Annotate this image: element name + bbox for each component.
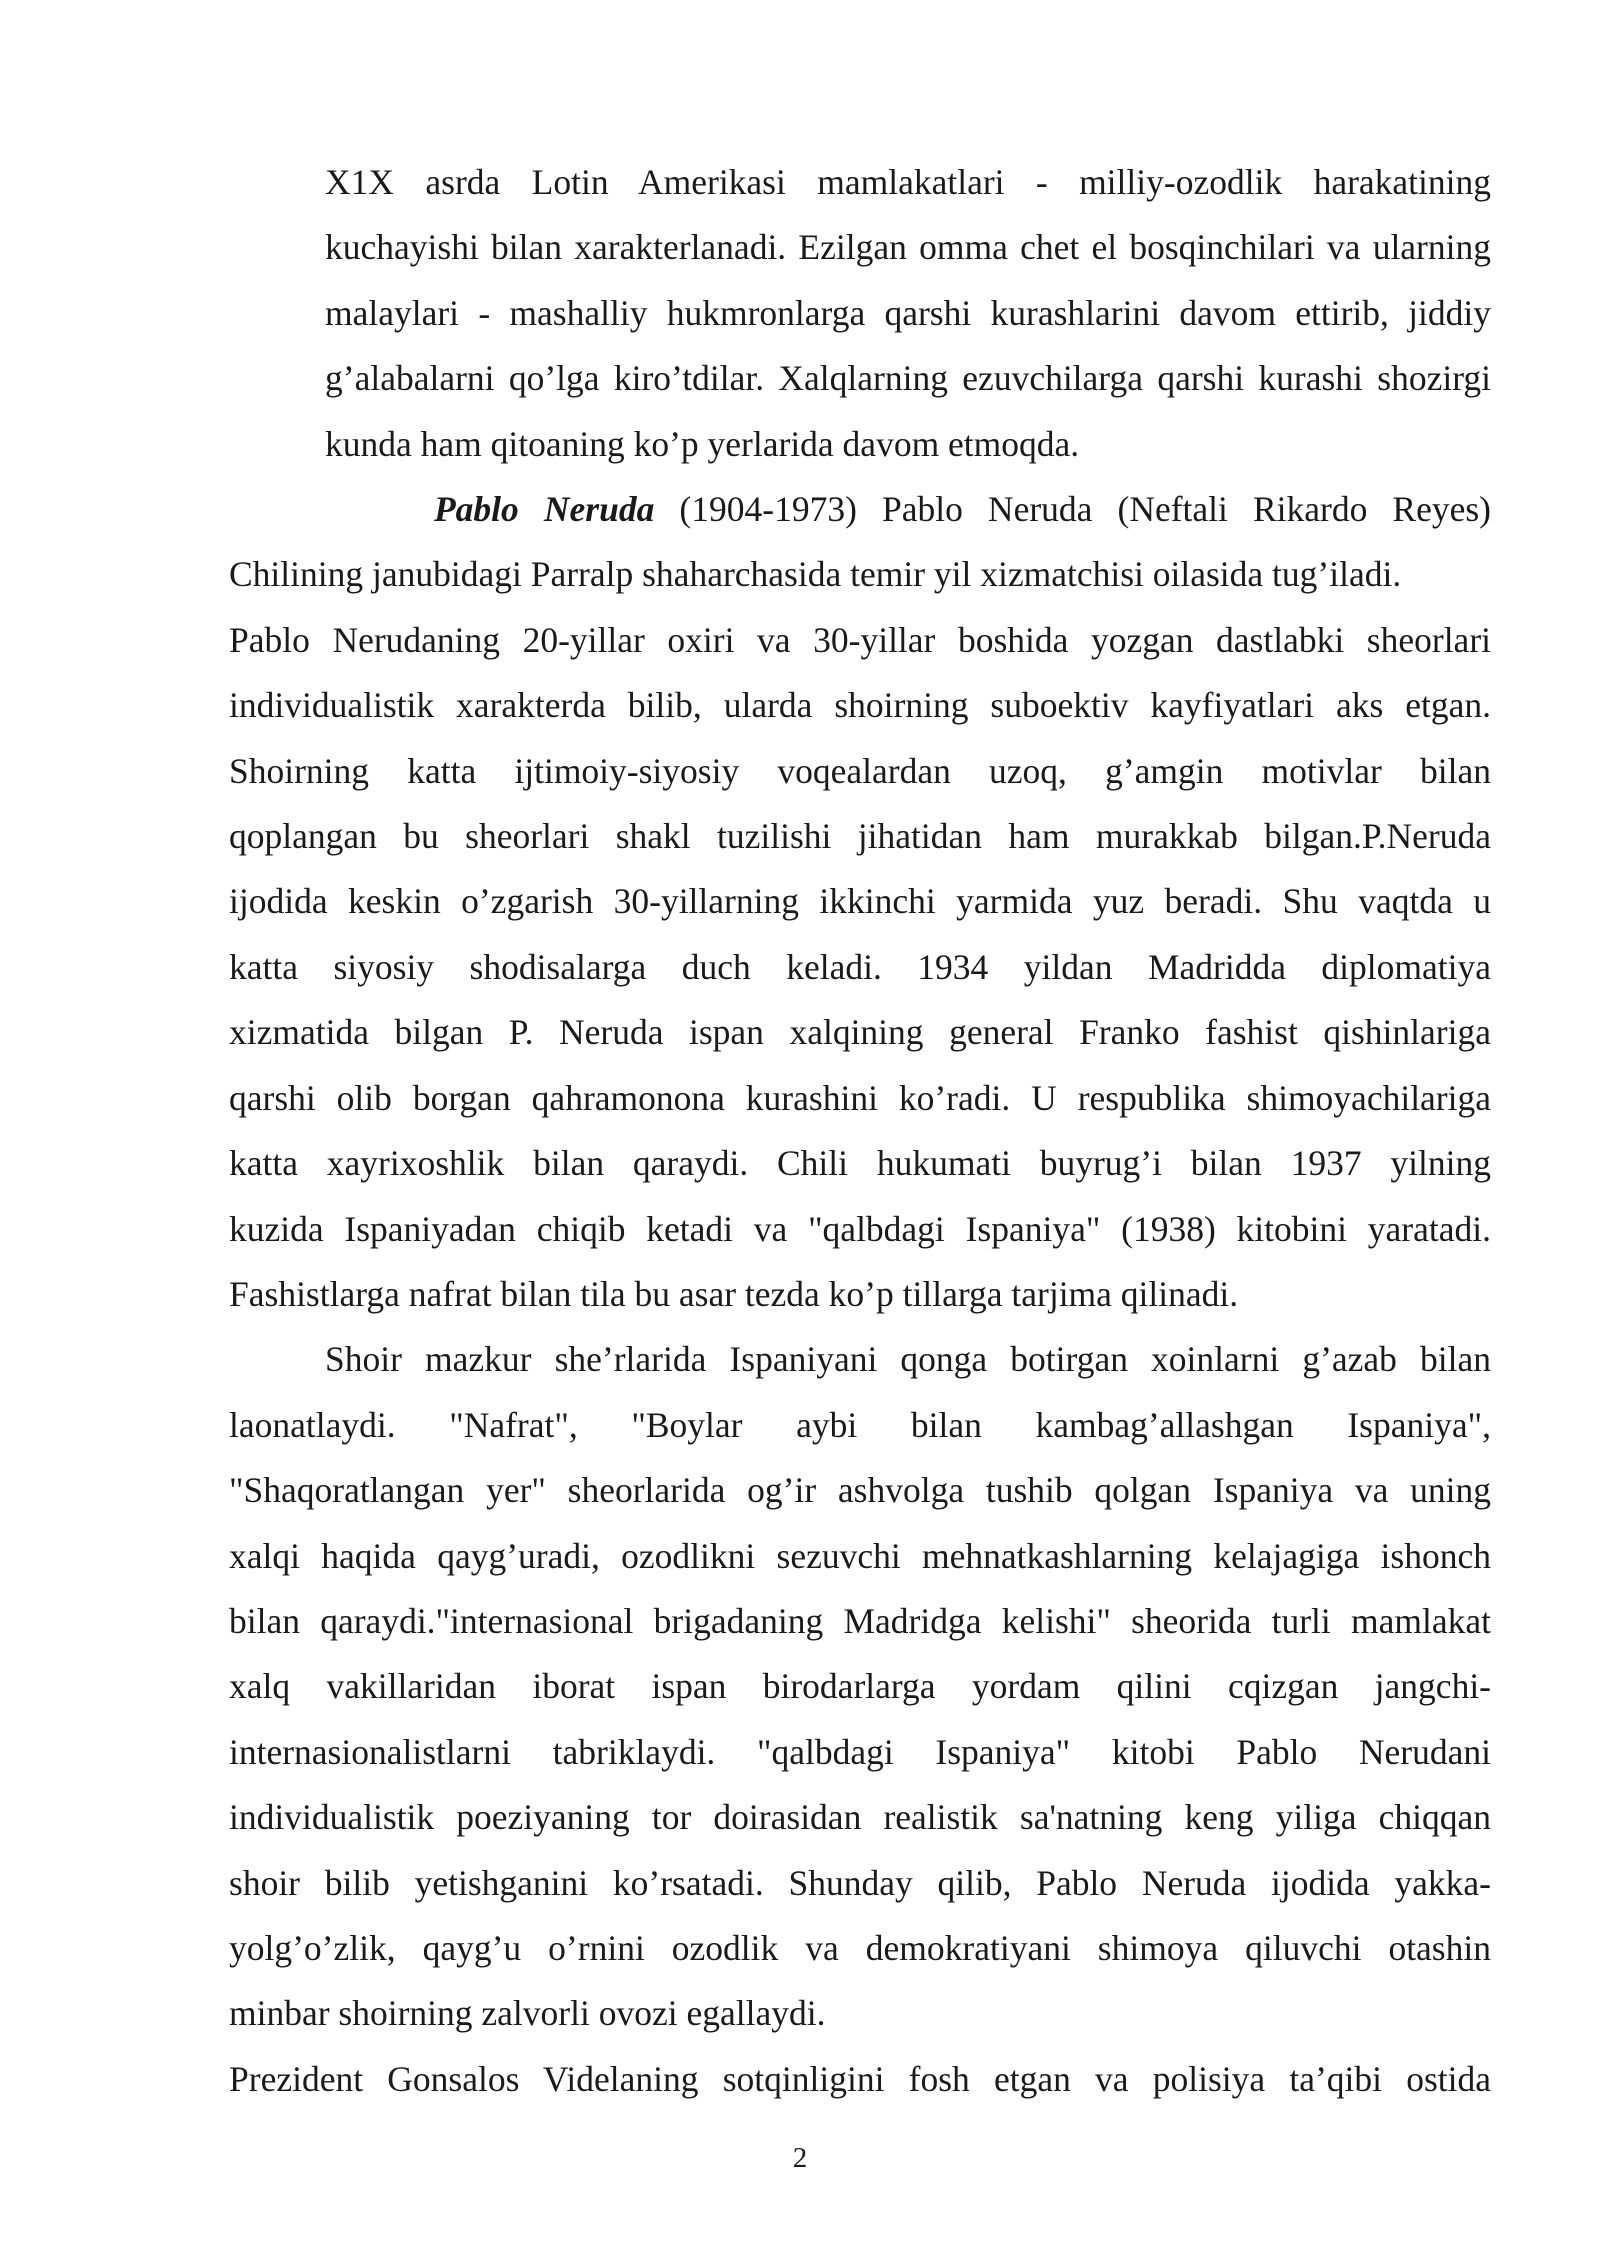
text-line: Chilining janubidagi Parralp shaharchasida temir yil xizmatchisi oilasida tug’iladi. xyxy=(229,554,1402,595)
text-line: katta xayrixoshlik bilan qaraydi. Chili hukumati buyrug’i bilan 1937 yilning xyxy=(229,1143,1491,1184)
text-line: bilan qaraydi."internasional brigadaning Madridga kelishi" sheorida turli mamlakat xyxy=(229,1600,1491,1641)
text-line: internasionalistlarni tabriklaydi. "qalbdagi Ispaniya" kitobi Pablo Nerudani xyxy=(229,1731,1491,1772)
text-line: individualistik xarakterda bilib, ularda shoirning suboektiv kayfiyatlari aks etgan. xyxy=(229,685,1491,726)
text-line: qarshi olib borgan qahramonona kurashini ko’radi. U respublika shimoyachilariga xyxy=(229,1077,1491,1118)
text-line: Shoir mazkur she’rlarida Ispaniyani qonga botirgan xoinlarni g’azab bilan xyxy=(325,1339,1491,1380)
page-number: 2 xyxy=(792,2142,808,2174)
text-line: yolg’o’zlik, qayg’u o’rnini ozodlik va demokratiyani shimoya qiluvchi otashin xyxy=(229,1927,1491,1968)
text-line: kuchayishi bilan xarakterlanadi. Ezilgan omma chet el bosqinchilari va ularning xyxy=(325,227,1491,268)
text-line: xizmatida bilgan P. Neruda ispan xalqining general Franko fashist qishinlariga xyxy=(229,1012,1491,1053)
text-line: Shoirning katta ijtimoiy-siyosiy voqealardan uzoq, g’amgin motivlar bilan xyxy=(229,750,1491,791)
paragraph-spain-poems xyxy=(229,1327,1491,2046)
text-line: katta siyosiy shodisalarga duch keladi. 1934 yildan Madridda diplomatiya xyxy=(229,946,1491,987)
text-line: malaylari - mashalliy hukmronlarga qarshi kurashlarini davom ettirib, jiddiy xyxy=(325,292,1491,333)
text-line: qoplangan bu sheorlari shakl tuzilishi jihatidan ham murakkab bilgan.P.Neruda xyxy=(229,816,1491,857)
text-line: shoir bilib yetishganini ko’rsatadi. Shunday qilib, Pablo Neruda ijodida yakka- xyxy=(229,1862,1491,1903)
text-line: individualistik poeziyaning tor doirasidan realistik sa'natning keng yiliga chiqqan xyxy=(229,1797,1491,1838)
body-text xyxy=(229,150,1491,2112)
text-line: minbar shoirning zalvorli ovozi egallaydi. xyxy=(229,1993,826,2034)
text-line: laonatlaydi. "Nafrat", "Boylar aybi bilan kambag’allashgan Ispaniya", xyxy=(229,1404,1491,1445)
text-line: kunda ham qitoaning ko’p yerlarida davom etmoqda. xyxy=(325,423,1080,464)
text-line xyxy=(229,477,1491,542)
text-line: Fashistlarga nafrat bilan tila bu asar tezda ko’p tillarga tarjima qilinadi. xyxy=(229,1273,1239,1314)
paragraph-intro xyxy=(229,150,1491,477)
author-name: Pablo Neruda xyxy=(434,489,655,530)
text-line: Prezident Gonsalos Videlaning sotqinligini fosh etgan va polisiya ta’qibi ostida xyxy=(229,2058,1491,2099)
text-line: ijodida keskin o’zgarish 30-yillarning ikkinchi yarmida yuz beradi. Shu vaqtda u xyxy=(229,881,1491,922)
paragraph-early-works xyxy=(229,608,1491,1327)
text-fragment: (1904-1973) Pablo Neruda (Neftali Rikardo Reyes) xyxy=(654,489,1491,530)
text-line: X1X asrda Lotin Amerikasi mamlakatlari - milliy-ozodlik harakatining xyxy=(325,162,1491,202)
text-line: xalqi haqida qayg’uradi, ozodlikni sezuvchi mehnatkashlarning kelajagiga ishonch xyxy=(229,1535,1491,1576)
text-line: xalq vakillaridan iborat ispan birodarlarga yordam qilini cqizgan jangchi- xyxy=(229,1666,1491,1707)
paragraph-president xyxy=(229,2047,1491,2112)
paragraph-neruda-bio xyxy=(229,477,1491,608)
text-line: kuzida Ispaniyadan chiqib ketadi va "qalbdagi Ispaniya" (1938) kitobini yaratadi. xyxy=(229,1208,1491,1249)
text-line: "Shaqoratlangan yer" sheorlarida og’ir ashvolga tushib qolgan Ispaniya va uning xyxy=(229,1470,1491,1511)
text-line: g’alabalarni qo’lga kiro’tdilar. Xalqlarning ezuvchilarga qarshi kurashi shozirgi xyxy=(325,358,1491,399)
text-line: Pablo Nerudaning 20-yillar oxiri va 30-yillar boshida yozgan dastlabki sheorlari xyxy=(229,619,1491,660)
